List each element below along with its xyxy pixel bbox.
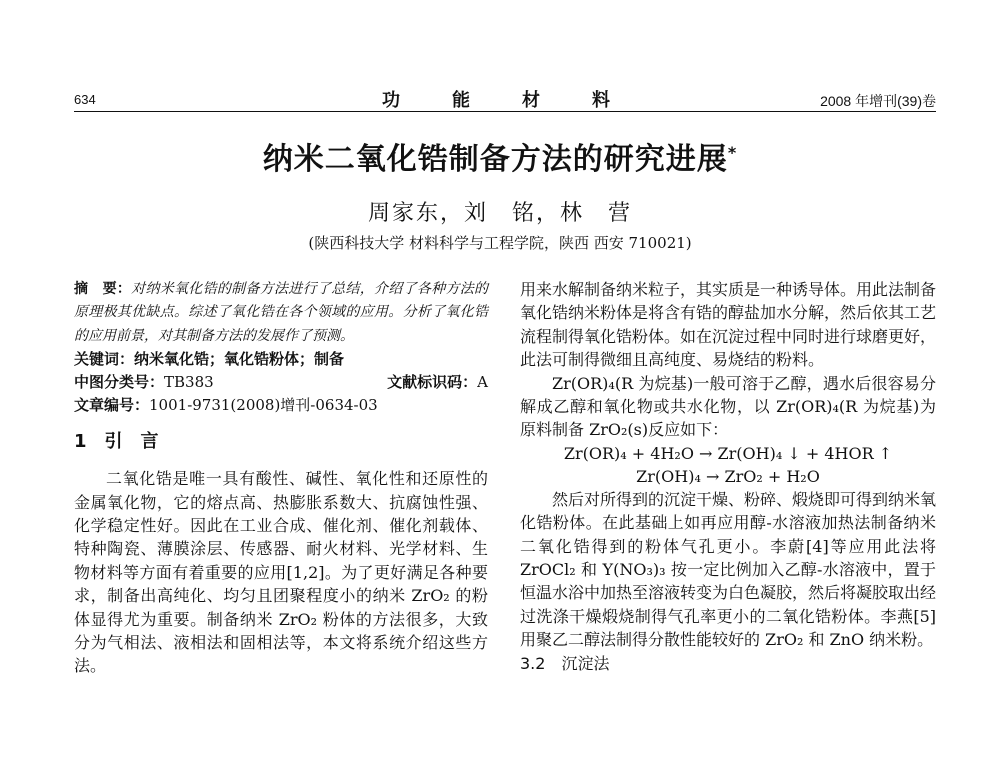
- abstract-label: 摘 要：: [74, 281, 132, 297]
- subsection-heading: 3.2 沉淀法: [520, 653, 610, 673]
- clc-label: 中图分类号：: [74, 373, 165, 392]
- article-no-value: 1001-9731(2008)增刊-0634-03: [149, 396, 378, 415]
- keywords: [74, 348, 488, 371]
- section-heading: 1 引 言: [74, 431, 159, 453]
- clc-number: [74, 371, 214, 394]
- page-number: 634: [74, 92, 96, 107]
- paper-title-text: 纳米二氧化锆制备方法的研究进展: [262, 142, 728, 177]
- document-code: [387, 371, 488, 394]
- introduction-paragraph: 二氧化锆是唯一具有酸性、碱性、氧化性和还原性的金属氧化物，它的熔点高、热膨胀系数大、抗腐蚀性强、化学稳定性好。因此在工业合成、催化剂、催化剂载体、特种陶瓷、薄膜涂层、传感器、耐火材料、光学材料、生物材料等方面有着重要的应用[1,2]。为了更好满足各种要求，制备出高纯化、均匀且团聚程度小的纳米 ZrO₂ 的粉体显得尤为重要。制备纳米 ZrO₂ 粉体的方法很多，大致分为气相法、液相法和固相法等，本文将系统介绍这些方法。: [74, 469, 488, 676]
- article-no-label: 文章编号：: [74, 396, 150, 415]
- title-footnote-mark: *: [727, 143, 738, 162]
- body-paragraph: 然后对所得到的沉淀干燥、粉碎、煅烧即可得到纳米氧化锆粉体。在此基础上如再应用醇-水溶液加热法制备纳米二氧化锆得到的粉体气孔更小。李蔚[4]等应用此法将 ZrOCl₂ 和 Y(NO₃)₃ 按一定比例加入乙醇-水溶液中，置于恒温水浴中加热至溶液转变为白色凝胶，然后将凝胶取出经过洗涤干燥煅烧制得气孔率更小的二氧化锆粉体。李燕[5]用聚乙二醇法制得分散性能较好的 ZrO₂ 和 ZnO 纳米粉。: [520, 489, 937, 650]
- body-paragraph: 用来水解制备纳米粒子，其实质是一种诱导体。用此法制备氧化锆纳米粉体是将含有锆的醇盐加水分解，然后依其工艺流程制得氧化锆粉体。如在沉淀过程中同时进行球磨更好，此法可制得微细且高纯度、易烧结的粉料。: [520, 280, 937, 370]
- right-column: [520, 278, 936, 675]
- header-rule: [74, 111, 936, 112]
- doc-code-value: A: [477, 373, 488, 392]
- equation: Zr(OR)₄ + 4H₂O → Zr(OH)₄ ↓ + 4HOR ↑: [563, 443, 893, 463]
- equation: Zr(OH)₄ → ZrO₂ + H₂O: [636, 466, 820, 486]
- doc-code-label: 文献标识码：: [387, 373, 478, 392]
- article-meta: [74, 371, 488, 417]
- running-header: [74, 83, 936, 113]
- keywords-text: 纳米氧化锆；氧化锆粉体；制备: [134, 350, 345, 369]
- article-number: [74, 394, 488, 417]
- abstract: [74, 278, 488, 348]
- journal-name: 功能材料: [382, 90, 662, 111]
- left-column: [74, 278, 488, 678]
- keywords-label: 关键词：: [74, 350, 135, 369]
- affiliation: (陕西科技大学 材料科学与工程学院，陕西 西安 710021): [308, 234, 692, 252]
- paper-title: [0, 134, 1000, 178]
- author-list: 周家东，刘 铭，林 营: [367, 201, 632, 226]
- abstract-text: 对纳米氧化锆的制备方法进行了总结，介绍了各种方法的原理极其优缺点。综述了氧化锆在各个领域的应用。分析了氧化锆的应用前景，对其制备方法的发展作了预测。: [74, 281, 489, 344]
- classification-row: [74, 371, 488, 394]
- clc-value: TB383: [164, 373, 214, 392]
- body-paragraph: Zr(OR)₄(R 为烷基)一般可溶于乙醇，遇水后很容易分解成乙醇和氧化物或共水化物，以 Zr(OR)₄(R 为烷基)为原料制备 ZrO₂(s)反应如下：: [520, 373, 936, 440]
- issue-info: 2008 年增刊(39)卷: [820, 93, 936, 109]
